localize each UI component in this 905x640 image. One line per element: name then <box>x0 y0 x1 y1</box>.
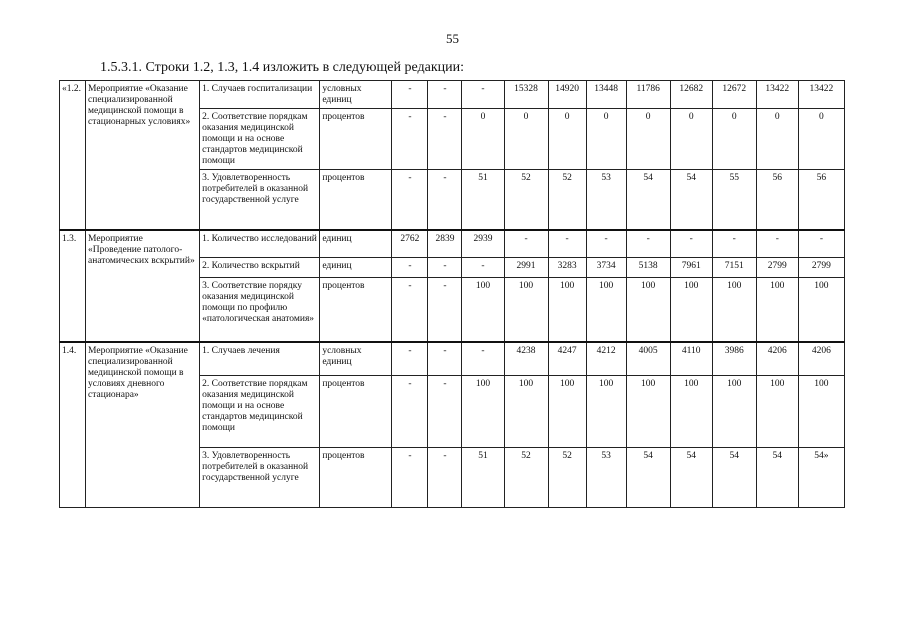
value-cell: 4212 <box>586 342 626 376</box>
value-cell: - <box>548 230 586 258</box>
value-cell: 0 <box>462 109 504 170</box>
indicator-name: 2. Соответствие порядкам оказания медицинской помощи и на основе стандартов медицинской помощи <box>200 376 320 448</box>
value-cell: 54 <box>626 170 670 230</box>
indicator-name: 1. Случаев госпитализации <box>200 81 320 109</box>
unit-of-measure: процентов <box>320 376 392 448</box>
value-cell: 51 <box>462 448 504 508</box>
value-cell: 100 <box>756 376 798 448</box>
indicator-name: 3. Удовлетворенность потребителей в оказанной государственной услуге <box>200 170 320 230</box>
value-cell: - <box>428 342 462 376</box>
value-cell: 14920 <box>548 81 586 109</box>
indicator-name: 2. Количество вскрытий <box>200 258 320 278</box>
value-cell: 54 <box>670 448 712 508</box>
value-cell: - <box>756 230 798 258</box>
value-cell: - <box>428 109 462 170</box>
value-cell: 7961 <box>670 258 712 278</box>
value-cell: 100 <box>798 278 844 342</box>
value-cell: 54 <box>756 448 798 508</box>
value-cell: 56 <box>756 170 798 230</box>
value-cell: 7151 <box>712 258 756 278</box>
row-index: 1.4. <box>60 342 86 508</box>
value-cell: 100 <box>548 376 586 448</box>
value-cell: 4110 <box>670 342 712 376</box>
unit-of-measure: условных единиц <box>320 342 392 376</box>
value-cell: 100 <box>548 278 586 342</box>
value-cell: - <box>392 376 428 448</box>
value-cell: 56 <box>798 170 844 230</box>
value-cell: - <box>428 258 462 278</box>
value-cell: 100 <box>670 278 712 342</box>
page-number: 55 <box>446 31 459 46</box>
value-cell: 2839 <box>428 230 462 258</box>
value-cell: - <box>392 81 428 109</box>
value-cell: 52 <box>504 170 548 230</box>
value-cell: - <box>428 278 462 342</box>
value-cell: - <box>428 448 462 508</box>
table-group <box>60 81 845 230</box>
value-cell: 53 <box>586 448 626 508</box>
indicator-name: 3. Соответствие порядку оказания медицинской помощи по профилю «патологическая анатомия» <box>200 278 320 342</box>
value-cell: 52 <box>504 448 548 508</box>
value-cell: 54 <box>712 448 756 508</box>
value-cell: 54 <box>626 448 670 508</box>
value-cell: 100 <box>670 376 712 448</box>
value-cell: 4206 <box>756 342 798 376</box>
value-cell: 100 <box>462 278 504 342</box>
value-cell: 54» <box>798 448 844 508</box>
activity-description: Мероприятие «Оказание специализированной медицинской помощи в стационарных условиях» <box>86 81 200 230</box>
value-cell: 52 <box>548 170 586 230</box>
value-cell: - <box>504 230 548 258</box>
value-cell: 100 <box>462 376 504 448</box>
value-cell: 51 <box>462 170 504 230</box>
value-cell: 2799 <box>756 258 798 278</box>
table-group <box>60 230 845 342</box>
value-cell: - <box>462 258 504 278</box>
value-cell: 13422 <box>756 81 798 109</box>
value-cell: - <box>798 230 844 258</box>
value-cell: 100 <box>756 278 798 342</box>
value-cell: 3734 <box>586 258 626 278</box>
value-cell: 52 <box>548 448 586 508</box>
unit-of-measure: условных единиц <box>320 81 392 109</box>
unit-of-measure: процентов <box>320 109 392 170</box>
value-cell: 12682 <box>670 81 712 109</box>
value-cell: 4238 <box>504 342 548 376</box>
value-cell: 0 <box>548 109 586 170</box>
unit-of-measure: единиц <box>320 258 392 278</box>
value-cell: 4206 <box>798 342 844 376</box>
value-cell: 0 <box>670 109 712 170</box>
unit-of-measure: процентов <box>320 448 392 508</box>
value-cell: 0 <box>756 109 798 170</box>
value-cell: 0 <box>504 109 548 170</box>
value-cell: 100 <box>712 278 756 342</box>
section-heading: 1.5.3.1. Строки 1.2, 1.3, 1.4 изложить в следующей редакции: <box>100 60 465 75</box>
value-cell: 0 <box>798 109 844 170</box>
table-row <box>60 81 845 109</box>
table-row <box>60 342 845 376</box>
value-cell: 100 <box>626 376 670 448</box>
value-cell: 2762 <box>392 230 428 258</box>
value-cell: 0 <box>586 109 626 170</box>
value-cell: - <box>392 278 428 342</box>
value-cell: 13448 <box>586 81 626 109</box>
value-cell: 100 <box>504 376 548 448</box>
value-cell: 15328 <box>504 81 548 109</box>
value-cell: - <box>392 258 428 278</box>
value-cell: 53 <box>586 170 626 230</box>
table-row <box>60 230 845 258</box>
value-cell: - <box>670 230 712 258</box>
value-cell: 100 <box>798 376 844 448</box>
value-cell: 2799 <box>798 258 844 278</box>
value-cell: 4005 <box>626 342 670 376</box>
value-cell: 2939 <box>462 230 504 258</box>
value-cell: 54 <box>670 170 712 230</box>
row-index: 1.3. <box>60 230 86 342</box>
activity-description: Мероприятие «Проведение патолого-анатомических вскрытий» <box>86 230 200 342</box>
value-cell: 0 <box>626 109 670 170</box>
value-cell: 3986 <box>712 342 756 376</box>
value-cell: - <box>712 230 756 258</box>
value-cell: - <box>586 230 626 258</box>
value-cell: - <box>462 342 504 376</box>
value-cell: - <box>392 448 428 508</box>
activity-description: Мероприятие «Оказание специализированной медицинской помощи в условиях дневного стационара» <box>86 342 200 508</box>
value-cell: 100 <box>626 278 670 342</box>
value-cell: - <box>428 170 462 230</box>
indicator-name: 1. Случаев лечения <box>200 342 320 376</box>
value-cell: 5138 <box>626 258 670 278</box>
value-cell: 0 <box>712 109 756 170</box>
value-cell: - <box>626 230 670 258</box>
value-cell: 100 <box>586 376 626 448</box>
value-cell: 12672 <box>712 81 756 109</box>
value-cell: - <box>428 81 462 109</box>
unit-of-measure: процентов <box>320 278 392 342</box>
value-cell: 100 <box>712 376 756 448</box>
value-cell: 100 <box>504 278 548 342</box>
indicator-name: 1. Количество исследований <box>200 230 320 258</box>
value-cell: 2991 <box>504 258 548 278</box>
value-cell: - <box>392 109 428 170</box>
value-cell: - <box>392 170 428 230</box>
indicator-name: 3. Удовлетворенность потребителей в оказанной государственной услуге <box>200 448 320 508</box>
value-cell: 3283 <box>548 258 586 278</box>
table-group <box>60 342 845 508</box>
value-cell: 55 <box>712 170 756 230</box>
value-cell: - <box>392 342 428 376</box>
unit-of-measure: процентов <box>320 170 392 230</box>
value-cell: 100 <box>586 278 626 342</box>
indicator-name: 2. Соответствие порядкам оказания медицинской помощи и на основе стандартов медицинской помощи <box>200 109 320 170</box>
row-index: «1.2. <box>60 81 86 230</box>
indicators-table <box>59 80 845 508</box>
value-cell: 4247 <box>548 342 586 376</box>
value-cell: 11786 <box>626 81 670 109</box>
unit-of-measure: единиц <box>320 230 392 258</box>
value-cell: - <box>428 376 462 448</box>
value-cell: - <box>462 81 504 109</box>
value-cell: 13422 <box>798 81 844 109</box>
